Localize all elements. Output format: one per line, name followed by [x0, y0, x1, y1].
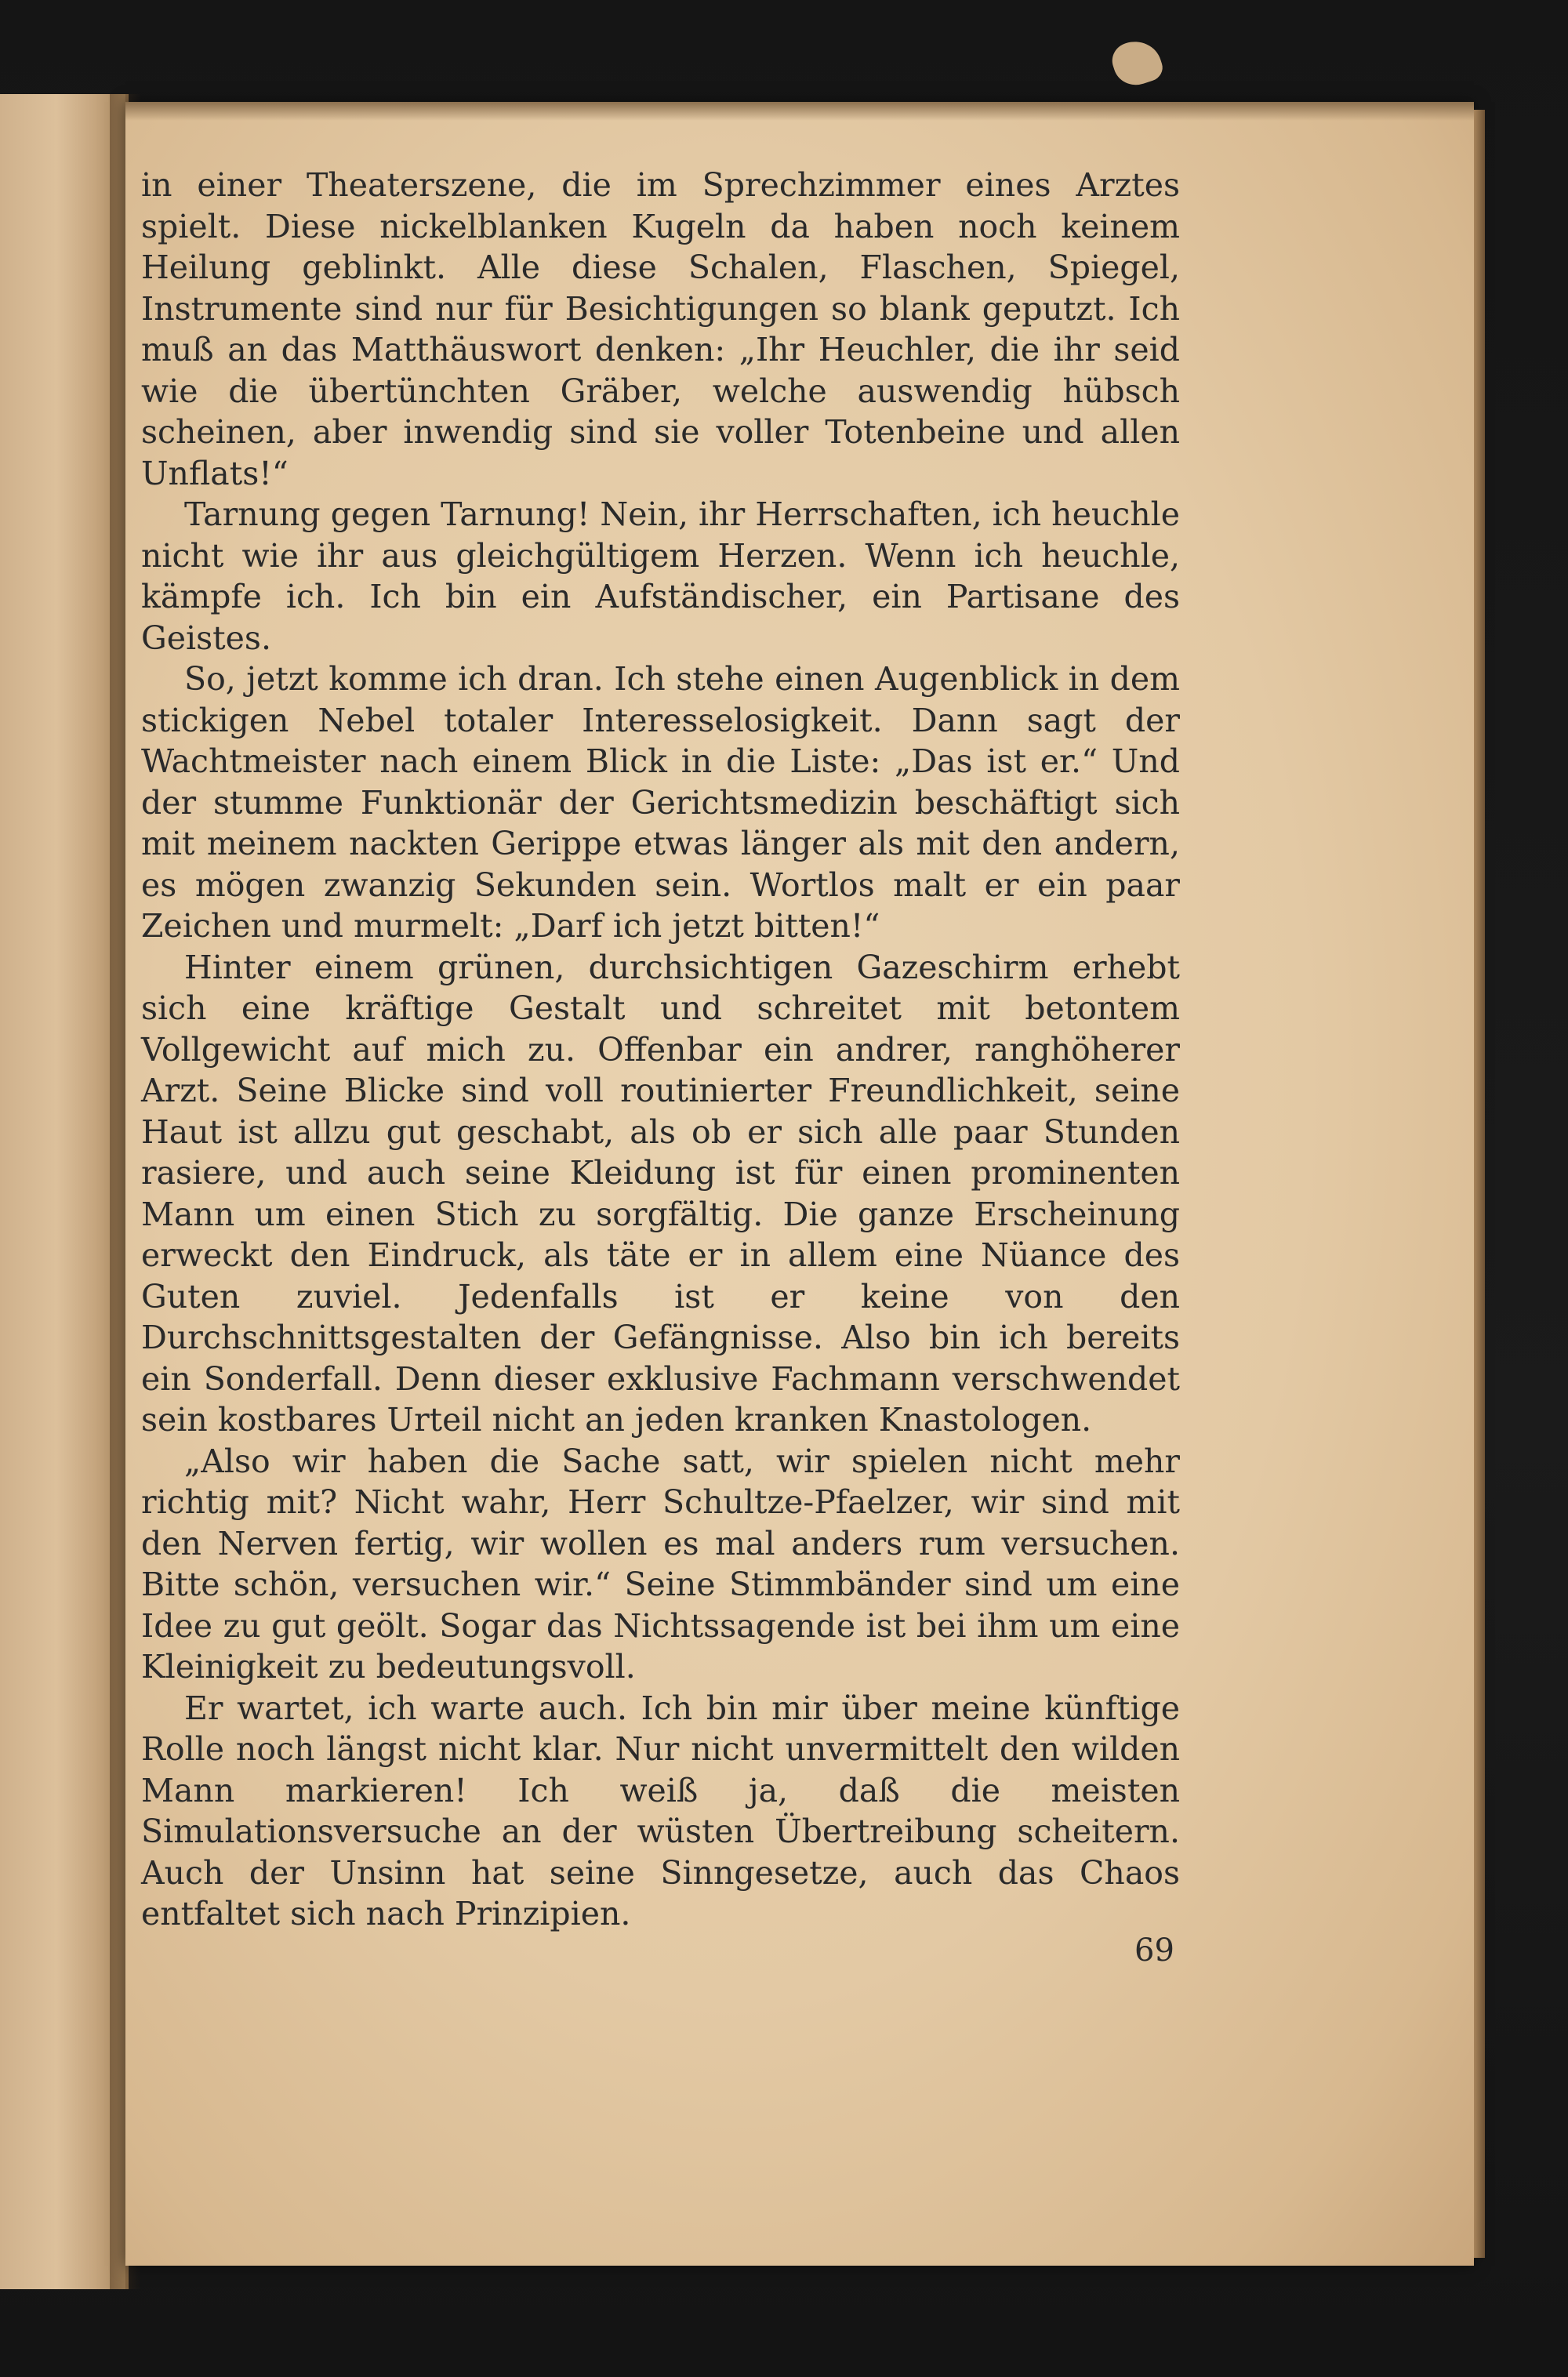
torn-paper-fragment	[1108, 34, 1166, 91]
page-text	[141, 165, 1180, 1935]
page-number: 69	[1134, 1932, 1174, 1969]
paragraph-2: Tarnung gegen Tarnung! Nein, ihr Herrschaften, ich heuchle nicht wie ihr aus gleichgültigem Herzen. Wenn ich heuchle, kämpfe ich. Ich bin ein Aufständischer, ein Partisane des Geistes.	[141, 495, 1180, 657]
page-right-edge	[1474, 110, 1485, 2258]
paragraph-3: So, jetzt komme ich dran. Ich stehe einen Augenblick in dem stickigen Nebel totaler Interesselosigkeit. Dann sagt der Wachtmeister nach einem Blick in die Liste: „Das ist er.“ Und der stumme Funktionär der Gerichtsmedizin beschäftigt sich mit meinem nackten Gerippe etwas länger als mit den andern, es mögen zwanzig Sekunden sein. Wortlos malt er ein paar Zeichen und murmelt: „Darf ich jetzt bitten!“	[141, 660, 1180, 945]
paragraph-5: „Also wir haben die Sache satt, wir spielen nicht mehr richtig mit? Nicht wahr, Herr Schultze-Pfaelzer, wir sind mit den Nerven fertig, wir wollen es mal anders rum versuchen. Bitte schön, versuchen wir.“ Seine Stimmbänder sind um eine Idee zu gut geölt. Sogar das Nichtssagende ist bei ihm um eine Kleinigkeit zu bedeutungsvoll.	[141, 1442, 1180, 1686]
paragraph-1: in einer Theaterszene, die im Sprechzimmer eines Arztes spielt. Diese nickelblanken Kugeln da haben noch keinem Heilung geblinkt. Alle diese Schalen, Flaschen, Spiegel, Instrumente sind nur für Besichtigungen so blank geputzt. Ich muß an das Matthäuswort denken: „Ihr Heuchler, die ihr seid wie die übertünchten Gräber, welche auswendig hübsch scheinen, aber inwendig sind sie voller Totenbeine und allen Unflats!“	[141, 166, 1180, 492]
paragraph-6: Er wartet, ich warte auch. Ich bin mir über meine künftige Rolle noch längst nicht klar. Nur nicht unvermittelt den wilden Mann markieren! Ich weiß ja, daß die meisten Simulationsversuche an der wüsten Übertreibung scheitern. Auch der Unsinn hat seine Sinngesetze, auch das Chaos entfaltet sich nach Prinzipien.	[141, 1689, 1180, 1932]
paragraph-4: Hinter einem grünen, durchsichtigen Gazeschirm erhebt sich eine kräftige Gestalt und schreitet mit betontem Vollgewicht auf mich zu. Offenbar ein andrer, ranghöherer Arzt. Seine Blicke sind voll routinierter Freundlichkeit, seine Haut ist allzu gut geschabt, als ob er sich alle paar Stunden rasiere, und auch seine Kleidung ist für einen prominenten Mann um einen Stich zu sorgfältig. Die ganze Erscheinung erweckt den Eindruck, als täte er in allem eine Nüance des Guten zuviel. Jedenfalls ist er keine von den Durchschnittsgestalten der Gefängnisse. Also bin ich bereits ein Sonderfall. Denn dieser exklusive Fachmann verschwendet sein kostbares Urteil nicht an jeden kranken Knastologen.	[141, 948, 1180, 1439]
